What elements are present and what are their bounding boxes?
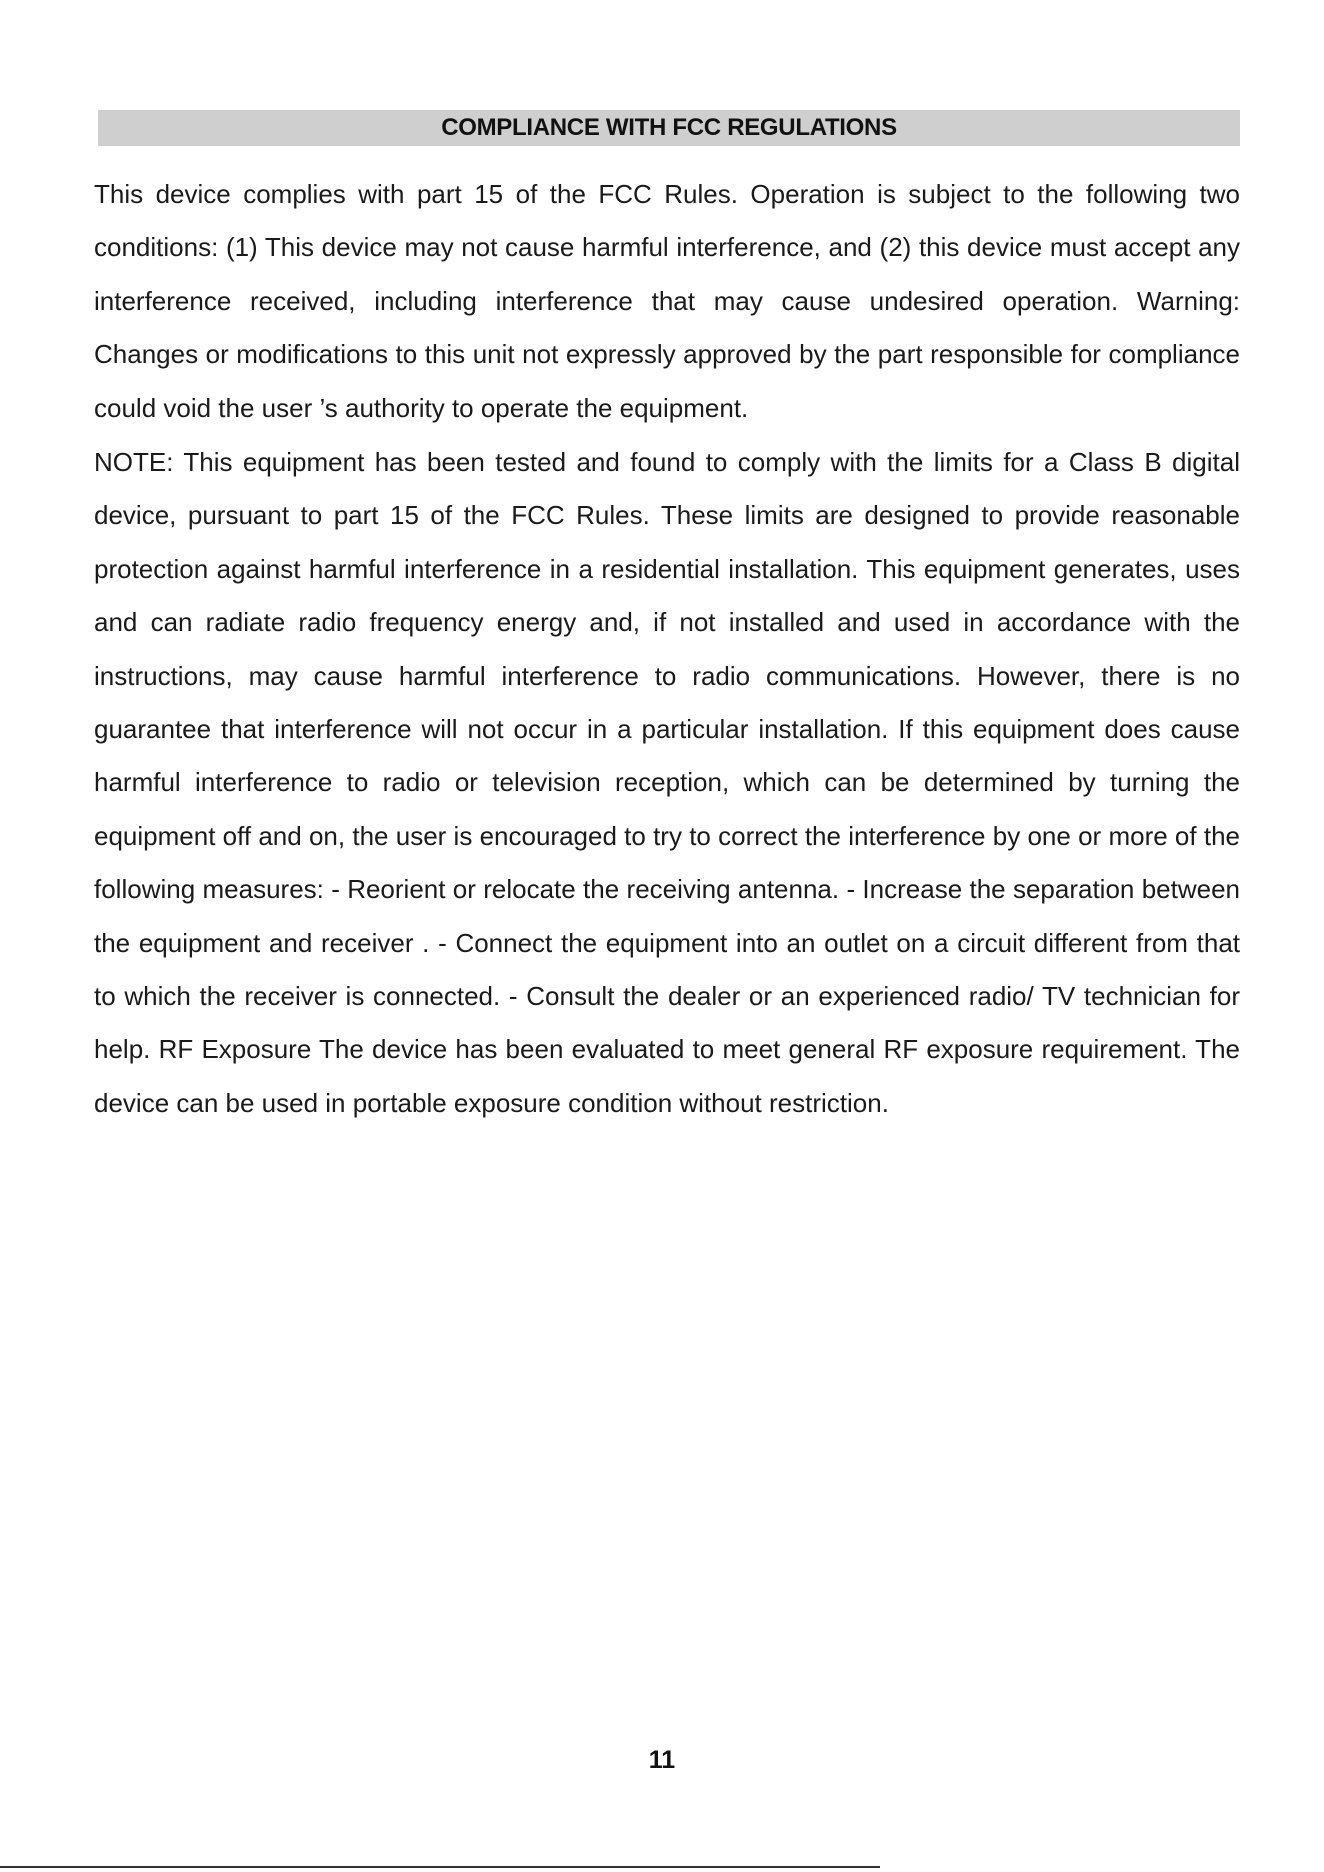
page-number: 11: [648, 1746, 676, 1774]
fcc-compliance-paragraph: This device complies with part 15 of the FCC Rules. Operation is subject to the following two conditions: (1) This device may not cause harmful interference, and (2) this device must accept any interference received, including interference that may cause undesired operation. Warning: Changes or modifications to this unit not expressly approved by the part responsible for compliance could void the user ’s authority to operate the equipment.: [94, 179, 1240, 423]
section-title-bar: [98, 110, 1240, 146]
fcc-note-paragraph: NOTE: This equipment has been tested and found to comply with the limits for a Class B digital device, pursuant to part 15 of the FCC Rules. These limits are designed to provide reasonable protection against harmful interference in a residential installation. This equipment generates, uses and can radiate radio frequency energy and, if not installed and used in accordance with the instructions, may cause harmful interference to radio communications. However, there is no guarantee that interference will not occur in a particular installation. If this equipment does cause harmful interference to radio or television reception, which can be determined by turning the equipment off and on, the user is encouraged to try to correct the interference by one or more of the following measures: - Reorient or relocate the receiving antenna. - Increase the separation between the equipment and receiver . - Connect the equipment into an outlet on a circuit different from that to which the receiver is connected. - Consult the dealer or an experienced radio/ TV technician for help. RF Exposure The device has been evaluated to meet general RF exposure requirement. The device can be used in portable exposure condition without restriction.: [94, 447, 1240, 1118]
bottom-divider: [0, 1866, 880, 1868]
section-title: COMPLIANCE WITH FCC REGULATIONS: [441, 114, 897, 141]
